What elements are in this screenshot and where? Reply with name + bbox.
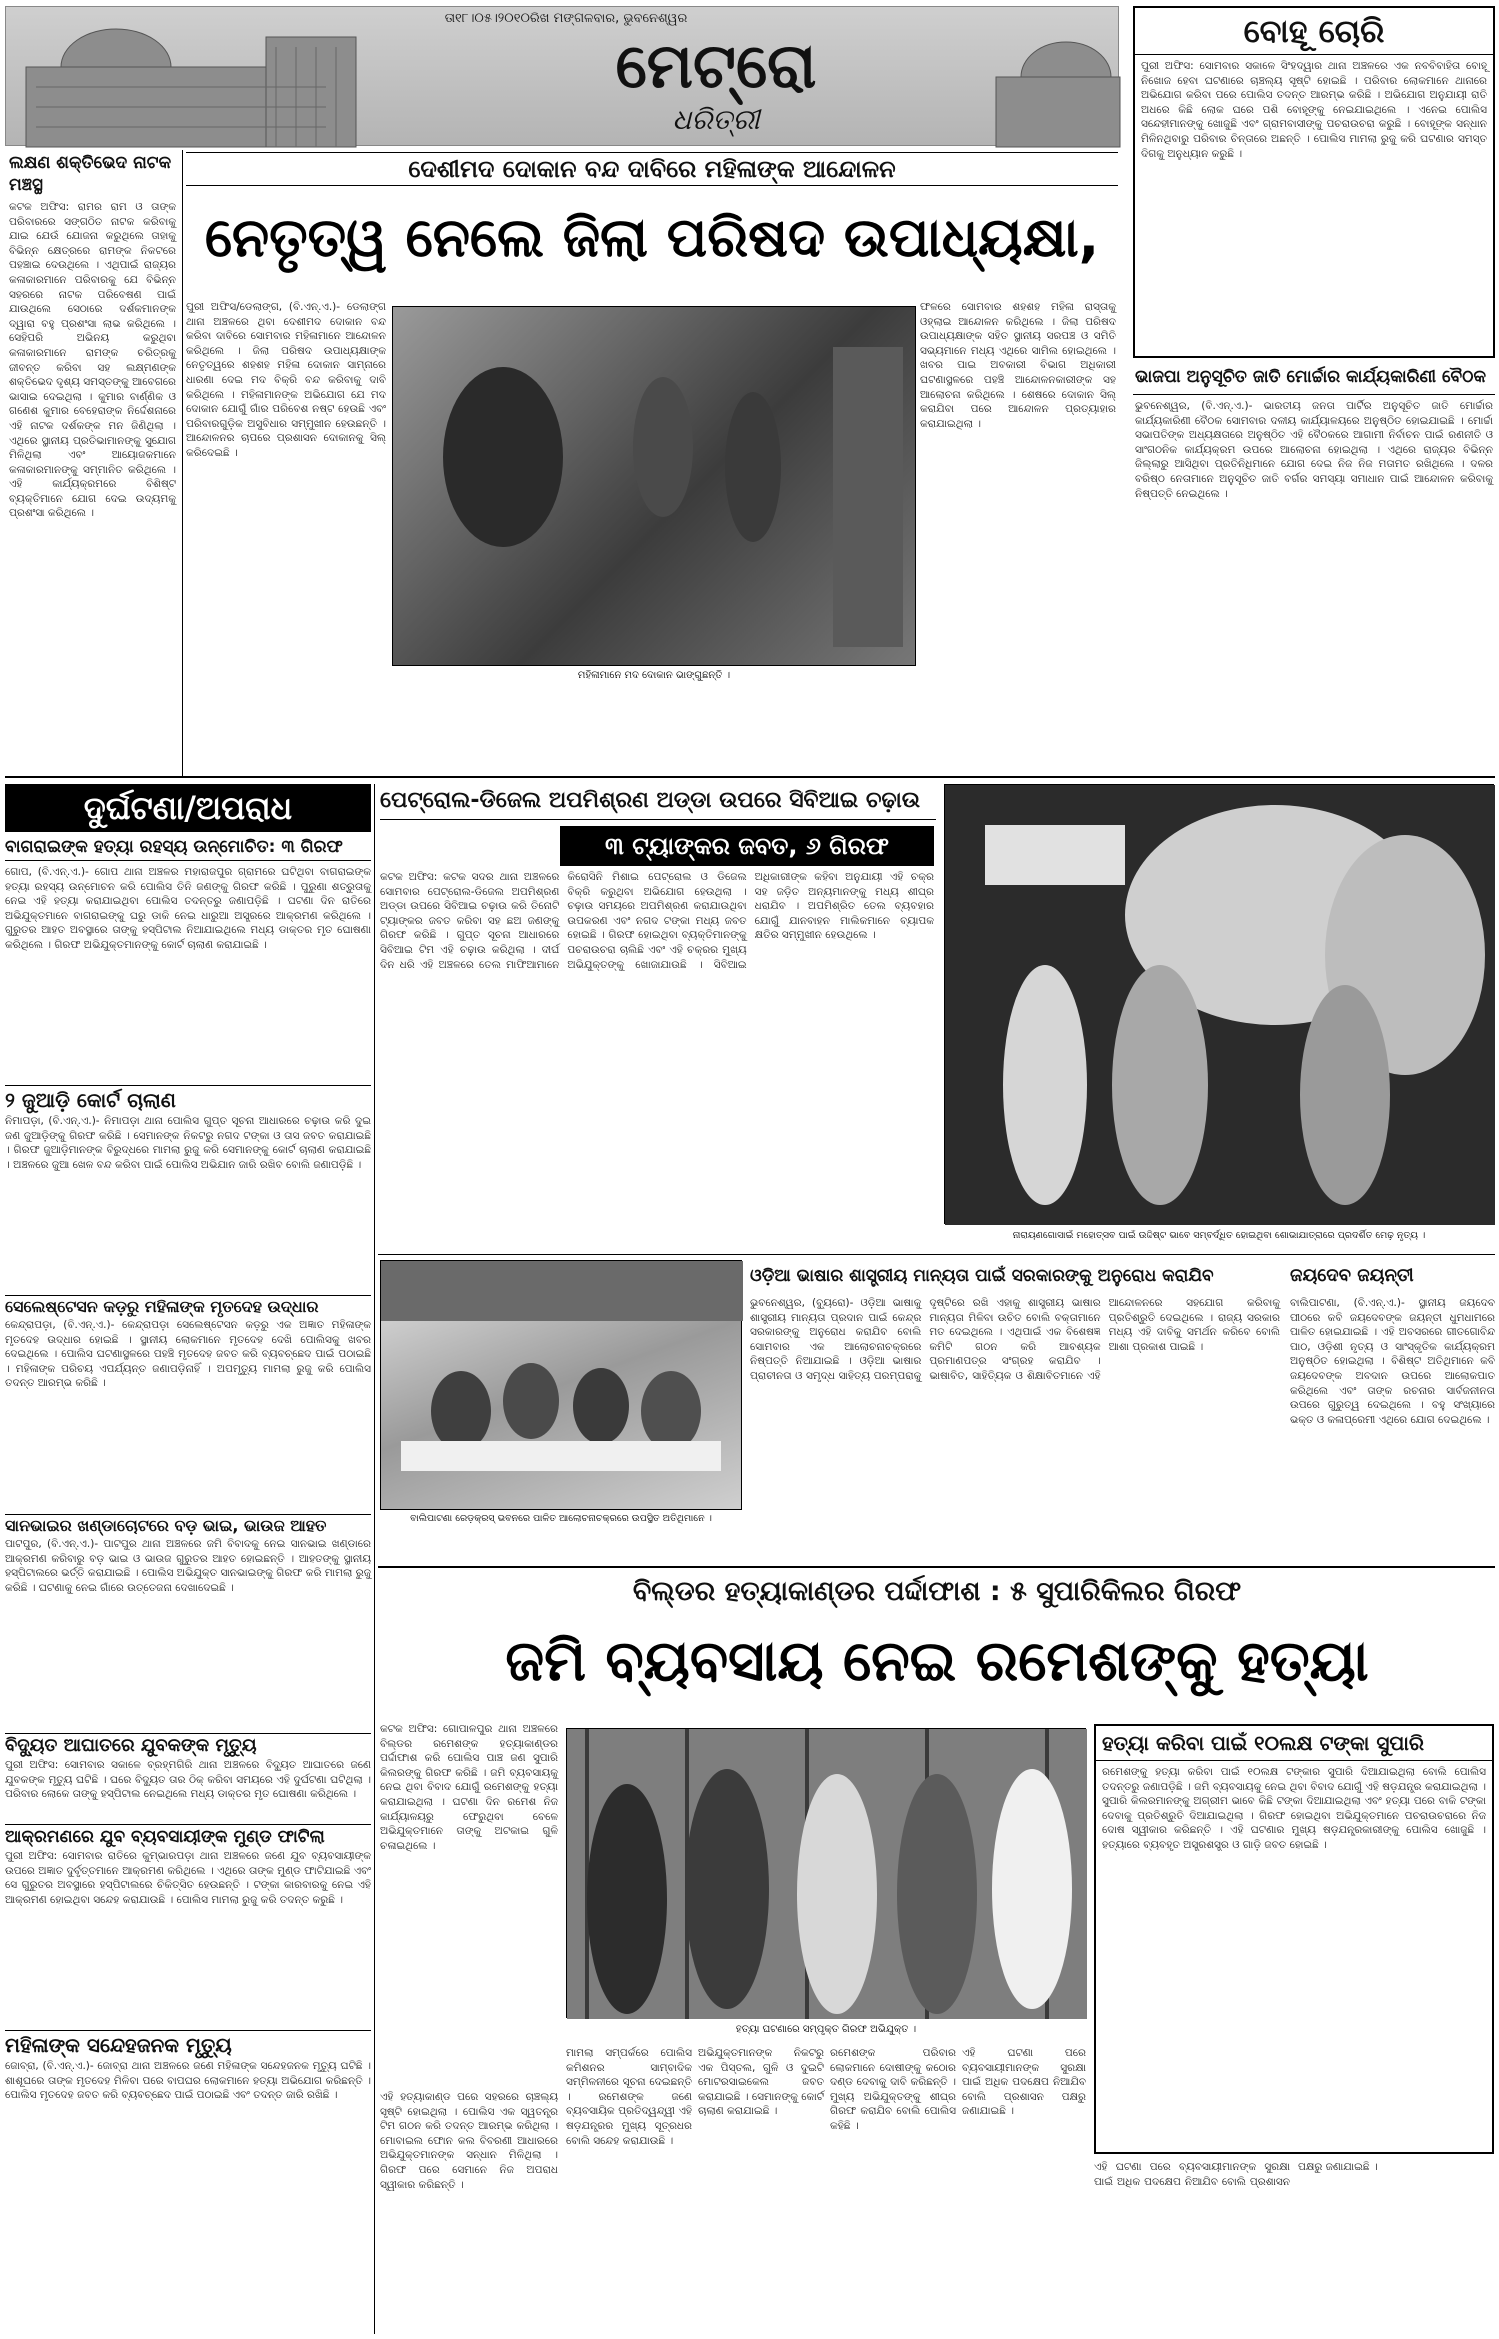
mahila-headline: ମହିଳାଙ୍କ ସନ୍ଦେହଜନକ ମୃତ୍ୟୁ (5, 2030, 371, 2059)
dateline: ତା୧୮।୦୫।୨୦୧୦ରିଖ ମଙ୍ଗଳବାର, ଭୁବନେଶ୍ୱର (444, 11, 688, 26)
murder-bottom4: ଏହି ଘଟଣା ପରେ ବ୍ୟବସାୟୀମାନଙ୍କ ସୁରକ୍ଷା ପାଇଁ ଅଧିକ ପଦକ୍ଷେପ ନିଆଯିବ ବୋଲି ପ୍ରଶାସନ ପକ୍ଷରୁ ଜଣାଯାଇଛି । (962, 2047, 1090, 2118)
jayadev-headline: ଜୟଦେବ ଜୟନ୍ତୀ (1290, 1265, 1414, 1286)
murder-headline: ଜମି ବ୍ୟବସାୟ ନେଇ ରମେଶଙ୍କୁ ହତ୍ୟା (505, 1629, 1369, 1694)
petrol-headline: ପେଟ୍ରୋଲ-ଡିଜେଲ ଅପମିଶ୍ରଣ ଅଡ୍ଡା ଉପରେ ସିବିଆଇ ଚଢ଼ାଉ (380, 784, 936, 820)
celestion-body: କେନ୍ଦ୍ରାପଡ଼ା, (ବି.ଏନ୍.ଏ.)- କେନ୍ଦ୍ରାପଡ଼ା ସେଲେଷ୍ଟେସନ କଡ଼ରୁ ଏକ ଅଜ୍ଞାତ ମହିଳାଙ୍କ ମୃତଦେହ ଉଦ୍ଧାର ହୋଇଛି । ସ୍ଥାନୀୟ ଲୋକମାନେ ମୃତଦେହ ଦେଖି ପୋଲିସକୁ ଖବର ଦେଇଥିଲେ । ପୋଲିସ ଘଟଣାସ୍ଥଳରେ ପହଞ୍ଚି ମୃତଦେହ ଜବତ କରି ବ୍ୟବଚ୍ଛେଦ ପାଇଁ ପଠାଇଛି । ମହିଳାଙ୍କ ପରିଚୟ ଏପର୍ଯ୍ୟନ୍ତ ଜଣାପଡ଼ିନାହିଁ । ଅପମୃତ୍ୟୁ ମାମଲା ରୁଜୁ କରି ପୋଲିସ ତଦନ୍ତ ଆରମ୍ଭ କରିଛି । (5, 1319, 375, 1390)
akraman-body: ପୁରୀ ଅଫିସ: ସୋମବାର ରାତିରେ କୁମ୍ଭାରପଡ଼ା ଥାନା ଅଞ୍ଚଳରେ ଜଣେ ଯୁବ ବ୍ୟବସାୟୀଙ୍କ ଉପରେ ଅଜ୍ଞାତ ଦୁର୍ବୃତ୍ତମାନେ ଆକ୍ରମଣ କରିଥିଲେ । ଏଥିରେ ତାଙ୍କ ମୁଣ୍ଡ ଫାଟିଯାଇଛି ଏବଂ ସେ ଗୁରୁତର ଅବସ୍ଥାରେ ହସ୍ପିଟାଲରେ ଚିକିତ୍ସିତ ହେଉଛନ୍ତି । ଟଙ୍କା କାରବାରକୁ ନେଇ ଏହି ଆକ୍ରମଣ ହୋଇଥିବା ସନ୍ଦେହ କରାଯାଉଛି । ପୋଲିସ ମାମଲା ରୁଜୁ କରି ତଦନ୍ତ କରୁଛି । (5, 1850, 375, 1906)
left-top-story (5, 150, 183, 778)
accused-caption: ହତ୍ୟା ଘଟଣାରେ ସମ୍ପୃକ୍ତ ଗିରଫ ଅଭିଯୁକ୍ତ । (735, 2024, 917, 2035)
odia-body: ଭୁବନେଶ୍ୱର, (ବ୍ୟୁରୋ)- ଓଡ଼ିଆ ଭାଷାକୁ ଶାସ୍ତ୍ରୀୟ ମାନ୍ୟତା ପ୍ରଦାନ ପାଇଁ କେନ୍ଦ୍ର ସରକାରଙ୍କୁ ଅନୁରୋଧ କରାଯିବ ବୋଲି ସୋମବାର ଏକ ଆଲୋଚନାଚକ୍ରରେ ନିଷ୍ପତ୍ତି ନିଆଯାଇଛି । ଓଡ଼ିଆ ଭାଷାର ପ୍ରାଚୀନତା ଓ ସମୃଦ୍ଧ ସାହିତ୍ୟ ପରମ୍ପରାକୁ ଦୃଷ୍ଟିରେ ରଖି ଏହାକୁ ଶାସ୍ତ୍ରୀୟ ଭାଷାର ମାନ୍ୟତା ମିଳିବା ଉଚିତ ବୋଲି ବକ୍ତାମାନେ ମତ ଦେଇଥିଲେ । ଏଥିପାଇଁ ଏକ ବିଶେଷଜ୍ଞ କମିଟି ଗଠନ କରି ଆବଶ୍ୟକ ପ୍ରମାଣପତ୍ର ସଂଗ୍ରହ କରାଯିବ । ଭାଷାବିତ, ସାହିତ୍ୟିକ ଓ ଶିକ୍ଷାବିତମାନେ ଏହି ଆନ୍ଦୋଳନରେ ସହଯୋଗ କରିବାକୁ ପ୍ରତିଶ୍ରୁତି ଦେଇଥିଲେ । ରାଜ୍ୟ ସରକାର ମଧ୍ୟ ଏହି ଦାବିକୁ ସମର୍ଥନ କରିବେ ବୋଲି ଆଶା ପ୍ରକାଶ ପାଇଛି । (750, 1297, 1284, 1382)
bjp-body: ଭୁବନେଶ୍ୱର, (ବି.ଏନ୍.ଏ.)- ଭାରତୀୟ ଜନତା ପାର୍ଟିର ଅନୁସୂଚିତ ଜାତି ମୋର୍ଚ୍ଚାର କାର୍ଯ୍ୟକାରିଣୀ ବୈଠକ ସୋମବାର ଦଳୀୟ କାର୍ଯ୍ୟାଳୟରେ ଅନୁଷ୍ଠିତ ହୋଇଯାଇଛି । ମୋର୍ଚ୍ଚା ସଭାପତିଙ୍କ ଅଧ୍ୟକ୍ଷତାରେ ଅନୁଷ୍ଠିତ ଏହି ବୈଠକରେ ଆଗାମୀ ନିର୍ବାଚନ ପାଇଁ ରଣନୀତି ଓ ସାଂଗଠନିକ କାର୍ଯ୍ୟକ୍ରମ ଉପରେ ଆଲୋଚନା ହୋଇଥିଲା । ଏଥିରେ ରାଜ୍ୟର ବିଭିନ୍ନ ଜିଲ୍ଲାରୁ ଆସିଥିବା ପ୍ରତିନିଧିମାନେ ଯୋଗ ଦେଇ ନିଜ ନିଜ ମତାମତ ରଖିଥିଲେ । ଦଳର ବରିଷ୍ଠ ନେତାମାନେ ଅନୁସୂଚିତ ଜାତି ବର୍ଗର ସମସ୍ୟା ସମାଧାନ ପାଇଁ ଆନ୍ଦୋଳନ କରିବାକୁ ନିଷ୍ପତ୍ତି ନେଇଥିଲେ । (1135, 400, 1497, 500)
accused-photo (566, 1728, 1086, 2018)
murder-bottom3: ରମେଶଙ୍କ ପରିବାର ଲୋକମାନେ ଦୋଷୀଙ୍କୁ କଠୋର ଦଣ୍ଡ ଦେବାକୁ ଦାବି କରିଛନ୍ତି । ମୁଖ୍ୟ ଅଭିଯୁକ୍ତଙ୍କୁ ଶୀଘ୍ର ଗିରଫ କରାଯିବ ବୋଲି ପୋଲିସ କହିଛି । (830, 2047, 960, 2132)
akraman-headline: ଆକ୍ରମଣରେ ଯୁବ ବ୍ୟବସାୟୀଙ୍କ ମୁଣ୍ଡ ଫାଟିଲା (5, 1824, 371, 1849)
sanbhai-headline: ସାନଭାଇର ଖଣ୍ଡାଚୋଟରେ ବଡ଼ ଭାଇ, ଭାଉଜ ଆହତ (5, 1514, 371, 1537)
rule-murder-top (378, 1566, 1495, 1568)
supari-story (1094, 1724, 1494, 2154)
right-top-headline: ବୋହୂ ଚୋରି (1135, 8, 1493, 55)
masthead-title: ମେଟ୍ରୋ (615, 29, 817, 102)
left-top-body: କଟକ ଅଫିସ: ରାମର ରାମ ଓ ତାଙ୍କ ପରିବାରରେ ସଙ୍ଗଠିତ ନାଟକ କରିବାକୁ ଯାଇ ଯେଉଁ ଯୋଜନା କରୁଥିଲେ ତାହାକୁ ବିଭିନ୍ନ କ୍ଷେତ୍ରରେ ରାମଙ୍କ ନିକଟରେ ପହଞ୍ଚାଇ ଦେଉଥିଲେ । ଏଥିପାଇଁ ରାଜ୍ୟର କଳାକାରମାନେ ପରିବାରକୁ ଯେ ବିଭିନ୍ନ ସହରରେ ନାଟକ ପରିବେଷଣ ପାଇଁ ଯାଉଥିଲେ ସେଠାରେ ଦର୍ଶକମାନଙ୍କ ଦ୍ୱାରା ବହୁ ପ୍ରଶଂସା ଲାଭ କରିଥିଲେ । ସେହିପରି ଅଭିନୟ କରୁଥିବା କଳାକାରମାନେ ରାମଙ୍କ ଚରିତ୍ରକୁ ଜୀବନ୍ତ କରିବା ସହ ଲକ୍ଷ୍ମଣଙ୍କ ଶକ୍ତିଭେଦ ଦୃଶ୍ୟ ସମସ୍ତଙ୍କୁ ଆବେଗରେ ଭାସାଇ ଦେଇଥିଲା । କୁମାର ବାର୍ଣ୍ଣିକ ଓ ଗଣେଶ କୁମାର ବେହେରାଙ୍କ ନିର୍ଦ୍ଦେଶନାରେ ଏହି ନାଟକ ଦର୍ଶକଙ୍କ ମନ ଜିଣିଥିଲା । ଏଥିରେ ସ୍ଥାନୀୟ ପ୍ରତିଭାମାନଙ୍କୁ ସୁଯୋଗ ମିଳିଥିଲା ଏବଂ ଆୟୋଜକମାନେ କଳାକାରମାନଙ୍କୁ ସମ୍ମାନିତ କରିଥିଲେ । ଏହି କାର୍ଯ୍ୟକ୍ରମରେ ବିଶିଷ୍ଟ ବ୍ୟକ୍ତିମାନେ ଯୋଗ ଦେଇ ଉଦ୍ୟମକୁ ପ୍ରଶଂସା କରିଥିଲେ । (9, 201, 180, 520)
meeting-figures (381, 1261, 743, 1511)
bidyut-headline: ବିଦ୍ୟୁତ ଆଘାତରେ ଯୁବକଙ୍କ ମୃତ୍ୟୁ (5, 1733, 371, 1758)
procession-caption: ନାରାୟଣଗୋସାଇଁ ମହୋତ୍ସବ ପାଇଁ ଉଦ୍ଦିଷ୍ଟ ଭାବେ ସମ୍ବର୍ଦ୍ଧିତ ହୋଇଥିବା ଶୋଭାଯାତ୍ରାରେ ପ୍ରଦର୍ଶିତ ମେଢ଼ ନୃତ୍ୟ । (1012, 1230, 1426, 1241)
right-top-story (1133, 6, 1495, 358)
bjp-headline: ଭାଜପା ଅନୁସୂଚିତ ଜାତି ମୋର୍ଚ୍ଚାର କାର୍ଯ୍ୟକାରିଣୀ ବୈଠକ (1133, 364, 1495, 395)
bjp-story (1133, 364, 1495, 774)
lead-kicker: ଦେଶୀମଦ ଦୋକାନ ବନ୍ଦ ଦାବିରେ ମହିଳାଙ୍କ ଆନ୍ଦୋଳନ (186, 152, 1118, 186)
odia-headline: ଓଡ଼ିଆ ଭାଷାର ଶାସ୍ତ୍ରୀୟ ମାନ୍ୟତା ପାଇଁ ସରକାରଙ୍କୁ ଅନୁରୋଧ କରାଯିବ (750, 1266, 1214, 1286)
murder-kicker: ବିଲ୍ଡର ହତ୍ୟାକାଣ୍ଡର ପର୍ଦ୍ଦାଫାଶ : ୫ ସୁପାରିକିଲର ଗିରଫ (632, 1576, 1242, 1607)
supari-continued: ଏହି ଘଟଣା ପରେ ବ୍ୟବସାୟୀମାନଙ୍କ ସୁରକ୍ଷା ପାଇଁ ଅଧିକ ପଦକ୍ଷେପ ନିଆଯିବ ବୋଲି ପ୍ରଶାସନ ପକ୍ଷରୁ ଜଣାଯାଇଛି । (1094, 2161, 1378, 2188)
juadi-body: ନିମାପଡ଼ା, (ବି.ଏନ୍.ଏ.)- ନିମାପଡ଼ା ଥାନା ପୋଲିସ ଗୁପ୍ତ ସୂଚନା ଆଧାରରେ ଚଢ଼ାଉ କରି ଦୁଇ ଜଣ ଜୁଆଡ଼ିଙ୍କୁ ଗିରଫ କରିଛି । ସେମାନଙ୍କ ନିକଟରୁ ନଗଦ ଟଙ୍କା ଓ ତାସ ଜବତ କରାଯାଇଛି । ଗିରଫ ଜୁଆଡ଼ିମାନଙ୍କ ବିରୁଦ୍ଧରେ ମାମଲା ରୁଜୁ କରି ସେମାନଙ୍କୁ କୋର୍ଟ ଚାଲାଣ କରାଯାଇଛି । ଅଞ୍ଚଳରେ ଜୁଆ ଖେଳ ବନ୍ଦ କରିବା ପାଇଁ ପୋଲିସ ଅଭିଯାନ ଜାରି ରଖିବ ବୋଲି ଜଣାପଡ଼ିଛି । (5, 1115, 375, 1171)
petrol-subhead: ୩ ଟ୍ୟାଙ୍କର ଜବତ, ୬ ଗିରଫ (560, 826, 934, 866)
murder-bottom1: ମାମଲା ସମ୍ପର୍କରେ ପୋଲିସ କମିଶନର ସାମ୍ବାଦିକ ସମ୍ମିଳନୀରେ ସୂଚନା ଦେଇଛନ୍ତି । ରମେଶଙ୍କ ଜଣେ ବ୍ୟବସାୟିକ ପ୍ରତିଦ୍ୱନ୍ଦ୍ୱୀ ଏହି ଷଡ଼ଯନ୍ତ୍ରର ମୁଖ୍ୟ ସୂତ୍ରଧର ବୋଲି ସନ୍ଦେହ କରାଯାଉଛି । (566, 2047, 696, 2147)
crime-column (5, 836, 375, 2336)
rule-crime-column (374, 784, 375, 2334)
murder-col1: କଟକ ଅଫିସ: ଗୋପାଳପୁର ଥାନା ଅଞ୍ଚଳରେ ବିଲ୍ଡର ରମେଶଙ୍କ ହତ୍ୟାକାଣ୍ଡର ପର୍ଦ୍ଦାଫାଶ କରି ପୋଲିସ ପାଞ୍ଚ ଜଣ ସୁପାରି କିଲରଙ୍କୁ ଗିରଫ କରିଛି । ଜମି ବ୍ୟବସାୟକୁ ନେଇ ଥିବା ବିବାଦ ଯୋଗୁଁ ରମେଶଙ୍କୁ ହତ୍ୟା କରାଯାଇଥିଲା । ଘଟଣା ଦିନ ରମେଶ ନିଜ କାର୍ଯ୍ୟାଳୟରୁ ଫେରୁଥିବା ବେଳେ ଅଭିଯୁକ୍ତମାନେ ତାଙ୍କୁ ଅଟକାଇ ଗୁଳି ଚଳାଇଥିଲେ । (380, 1723, 562, 1852)
juadi-headline: ୨ ଜୁଆଡ଼ି କୋର୍ଟ ଚାଲାଣ (5, 1085, 371, 1114)
mahila-body: ଜୋବ୍ରା, (ବି.ଏନ୍.ଏ.)- ଜୋବ୍ରା ଥାନା ଅଞ୍ଚଳରେ ଜଣେ ମହିଳାଙ୍କ ସନ୍ଦେହଜନକ ମୃତ୍ୟୁ ଘଟିଛି । ଶାଶୂଘରେ ତାଙ୍କ ମୃତଦେହ ମିଳିବା ପରେ ବାପଘର ଲୋକମାନେ ହତ୍ୟା ଅଭିଯୋଗ କରିଛନ୍ତି । ପୋଲିସ ମୃତଦେହ ଜବତ କରି ବ୍ୟବଚ୍ଛେଦ ପାଇଁ ପଠାଇଛି ଏବଂ ତଦନ୍ତ ଜାରି ରଖିଛି । (5, 2060, 375, 2102)
procession-photo (944, 784, 1494, 1224)
rule-upper (5, 776, 1495, 778)
murder-bottom2: ଅଭିଯୁକ୍ତମାନଙ୍କ ନିକଟରୁ ଏକ ପିସ୍ତଲ, ଗୁଳି ଓ ଦୁଇଟି ମୋଟରସାଇକେଲ ଜବତ କରାଯାଇଛି । ସେମାନଙ୍କୁ କୋର୍ଟ ଚାଲାଣ କରାଯାଇଛି । (698, 2047, 828, 2118)
right-top-body: ପୁରୀ ଅଫିସ: ସୋମବାର ସକାଳେ ସିଂହଦ୍ୱାର ଥାନା ଅଞ୍ଚଳରେ ଏକ ନବବିବାହିତା ବୋହୂ ନିଖୋଜ ହେବା ଘଟଣାରେ ଚାଞ୍ଚଲ୍ୟ ସୃଷ୍ଟି ହୋଇଛି । ପରିବାର ଲୋକମାନେ ଥାନାରେ ଅଭିଯୋଗ କରିବା ପରେ ପୋଲିସ ତଦନ୍ତ ଆରମ୍ଭ କରିଛି । ଅଭିଯୋଗ ଅନୁଯାୟୀ ରାତି ଅଧରେ କିଛି ଲୋକ ଘରେ ପଶି ବୋହୂଙ୍କୁ ନେଇଯାଇଥିଲେ । ଏନେଇ ପୋଲିସ ସନ୍ଦେହୀମାନଙ୍କୁ ଖୋଜୁଛି ଏବଂ ଗ୍ରାମବାସୀଙ୍କୁ ପଚରାଉଚରା କରୁଛି । ବୋହୂଙ୍କ ସନ୍ଧାନ ମିଳିନଥିବାରୁ ପରିବାର ଚିନ୍ତାରେ ଅଛନ୍ତି । ପୋଲିସ ମାମଲା ରୁଜୁ କରି ଘଟଣାର ସମସ୍ତ ଦିଗକୁ ଅନୁଧ୍ୟାନ କରୁଛି । (1141, 60, 1491, 160)
meeting-photo (380, 1260, 742, 1510)
lead-col2: ଫଳରେ ସୋମବାର ଶହଶହ ମହିଳା ରାସ୍ତାକୁ ଓହ୍ଲାଇ ଆନ୍ଦୋଳନ କରିଥିଲେ । ଜିଲା ପରିଷଦ ଉପାଧ୍ୟକ୍ଷାଙ୍କ ସହିତ ସ୍ଥାନୀୟ ସରପଞ୍ଚ ଓ ସମିତି ସଭ୍ୟମାନେ ମଧ୍ୟ ଏଥିରେ ସାମିଲ ହୋଇଥିଲେ । ଖବର ପାଇ ଅବକାରୀ ବିଭାଗ ଅଧିକାରୀ ଘଟଣାସ୍ଥଳରେ ପହଞ୍ଚି ଆନ୍ଦୋଳନକାରୀଙ୍କ ସହ ଆଲୋଚନା କରିଥିଲେ । ଶେଷରେ ଦୋକାନ ସିଲ୍ କରାଯିବା ପରେ ଆନ୍ଦୋଳନ ପ୍ରତ୍ୟାହାର କରାଯାଇଥିଲା । (920, 301, 1120, 430)
crime-section-label: ଦୁର୍ଘଟଣା/ଅପରାଧ (5, 784, 371, 832)
jayadev-body: ବାଲିପାଟଣା, (ବି.ଏନ୍.ଏ.)- ସ୍ଥାନୀୟ ଜୟଦେବ ପୀଠରେ କବି ଜୟଦେବଙ୍କ ଜୟନ୍ତୀ ଧୁମଧାମରେ ପାଳିତ ହୋଇଯାଇଛି । ଏହି ଅବସରରେ ଗୀତଗୋବିନ୍ଦ ପାଠ, ଓଡ଼ିଶୀ ନୃତ୍ୟ ଓ ସାଂସ୍କୃତିକ କାର୍ଯ୍ୟକ୍ରମ ଅନୁଷ୍ଠିତ ହୋଇଥିଲା । ବିଶିଷ୍ଟ ଅତିଥିମାନେ କବି ଜୟଦେବଙ୍କ ଅବଦାନ ଉପରେ ଆଲୋକପାତ କରିଥିଲେ ଏବଂ ତାଙ୍କ ରଚନାର ସାର୍ବଜନୀନତା ଉପରେ ଗୁରୁତ୍ୱ ଦେଇଥିଲେ । ବହୁ ସଂଖ୍ୟାରେ ଭକ୍ତ ଓ କଳାପ୍ରେମୀ ଏଥିରେ ଯୋଗ ଦେଇଥିଲେ । (1290, 1297, 1499, 1426)
petrol-body: କଟକ ଅଫିସ: କଟକ ସଦର ଥାନା ଅଞ୍ଚଳରେ ସୋମବାର ପେଟ୍ରୋଲ-ଡିଜେଲ ଅପମିଶ୍ରଣ ଅଡ୍ଡା ଉପରେ ସିବିଆଇ ଚଢ଼ାଉ କରି ତିନୋଟି ଟ୍ୟାଙ୍କର ଜବତ କରିବା ସହ ଛଅ ଜଣଙ୍କୁ ଗିରଫ କରିଛି । ଗୁପ୍ତ ସୂଚନା ଆଧାରରେ ସିବିଆଇ ଟିମ ଏହି ଚଢ଼ାଉ କରିଥିଲା । ଦୀର୍ଘ ଦିନ ଧରି ଏହି ଅଞ୍ଚଳରେ ତେଲ ମାଫିଆମାନେ କିରୋସିନି ମିଶାଇ ପେଟ୍ରୋଲ ଓ ଡିଜେଲ ବିକ୍ରି କରୁଥିବା ଅଭିଯୋଗ ହେଉଥିଲା । ଚଢ଼ାଉ ସମୟରେ ଅପମିଶ୍ରଣ କରାଯାଉଥିବା ଉପକରଣ ଏବଂ ନଗଦ ଟଙ୍କା ମଧ୍ୟ ଜବତ ହୋଇଛି । ଗିରଫ ହୋଇଥିବା ବ୍ୟକ୍ତିମାନଙ୍କୁ ପଚରାଉଚରା ଚାଲିଛି ଏବଂ ଏହି ଚକ୍ରର ମୁଖ୍ୟ ଅଭିଯୁକ୍ତଙ୍କୁ ଖୋଜାଯାଉଛି । ସିବିଆଇ ଅଧିକାରୀଙ୍କ କହିବା ଅନୁଯାୟୀ ଏହି ଚକ୍ର ସହ ଜଡ଼ିତ ଅନ୍ୟମାନଙ୍କୁ ମଧ୍ୟ ଶୀଘ୍ର ଧରାଯିବ । ଅପମିଶ୍ରିତ ତେଲ ବ୍ୟବହାର ଯୋଗୁଁ ଯାନବାହନ ମାଲିକମାନେ ବ୍ୟାପକ କ୍ଷତିର ସମ୍ମୁଖୀନ ହେଉଥିଲେ । (380, 871, 938, 971)
supari-headline: ହତ୍ୟା କରିବା ପାଇଁ ୧୦ଲକ୍ଷ ଟଙ୍କା ସୁପାରି (1096, 1726, 1492, 1761)
lead-photo (392, 306, 916, 666)
meeting-caption: ବାଲିପାଟଣା ରେଡ଼କ୍ରସ୍ ଭବନରେ ପାଳିତ ଆଲୋଚନାଚକ୍ରରେ ଉପସ୍ଥିତ ଅତିଥିମାନେ । (410, 1513, 712, 1524)
lead-col1: ପୁରୀ ଅଫିସ/ଡେଲାଙ୍ଗ, (ବି.ଏନ୍.ଏ.)- ଡେଲାଙ୍ଗ ଥାନା ଅଞ୍ଚଳରେ ଥିବା ଦେଶୀମଦ ଦୋକାନ ବନ୍ଦ କରିବା ଦାବିରେ ସୋମବାର ମହିଳାମାନେ ଆନ୍ଦୋଳନ କରିଥିଲେ । ଜିଲା ପରିଷଦ ଉପାଧ୍ୟକ୍ଷାଙ୍କ ନେତୃତ୍ୱରେ ଶହଶହ ମହିଳା ଦୋକାନ ସାମ୍ନାରେ ଧାରଣା ଦେଇ ମଦ ବିକ୍ରି ବନ୍ଦ କରିବାକୁ ଦାବି କରିଥିଲେ । ମହିଳାମାନଙ୍କ ଅଭିଯୋଗ ଯେ ମଦ ଦୋକାନ ଯୋଗୁଁ ଗାଁର ପରିବେଶ ନଷ୍ଟ ହେଉଛି ଏବଂ ପରିବାରଗୁଡ଼ିକ ଅସୁବିଧାର ସମ୍ମୁଖୀନ ହେଉଛନ୍ତି । ଆନ୍ଦୋଳନର ଚାପରେ ପ୍ରଶାସନ ଦୋକାନକୁ ସିଲ୍ କରିଦେଇଛି । (186, 301, 390, 459)
lead-headline: ନେତୃତ୍ୱ ନେଲେ ଜିଲା ପରିଷଦ ଉପାଧ୍ୟକ୍ଷା, (204, 206, 1100, 269)
supari-body: ରମେଶଙ୍କୁ ହତ୍ୟା କରିବା ପାଇଁ ୧୦ଲକ୍ଷ ଟଙ୍କାର ସୁପାରି ଦିଆଯାଇଥିଲା ବୋଲି ପୋଲିସ ତଦନ୍ତରୁ ଜଣାପଡ଼ିଛି । ଜମି ବ୍ୟବସାୟକୁ ନେଇ ଥିବା ବିବାଦ ଯୋଗୁଁ ଏହି ଷଡ଼ଯନ୍ତ୍ର କରାଯାଇଥିଲା । ସୁପାରି କିଲରମାନଙ୍କୁ ଅଗ୍ରୀମ ଭାବେ କିଛି ଟଙ୍କା ଦିଆଯାଇଥିଲା ଏବଂ ହତ୍ୟା ପରେ ବାକି ଟଙ୍କା ଦେବାକୁ ପ୍ରତିଶ୍ରୁତି ଦିଆଯାଇଥିଲା । ଗିରଫ ହୋଇଥିବା ଅଭିଯୁକ୍ତମାନେ ପଚରାଉଚରାରେ ନିଜ ଦୋଷ ସ୍ୱୀକାର କରିଛନ୍ତି । ଏହି ଘଟଣାର ମୁଖ୍ୟ ଷଡ଼ଯନ୍ତ୍ରକାରୀଙ୍କୁ ପୋଲିସ ଖୋଜୁଛି । ହତ୍ୟାରେ ବ୍ୟବହୃତ ଅସ୍ତ୍ରଶସ୍ତ୍ର ଓ ଗାଡ଼ି ଜବତ ହୋଇଛି । (1102, 1766, 1490, 1851)
celestion-headline: ସେଲେଷ୍ଟେସନ କଡ଼ରୁ ମହିଳାଙ୍କ ମୃତଦେହ ଉଦ୍ଧାର (5, 1295, 371, 1318)
bidyut-body: ପୁରୀ ଅଫିସ: ସୋମବାର ସକାଳେ ବ୍ରହ୍ମଗିରି ଥାନା ଅଞ୍ଚଳରେ ବିଦ୍ୟୁତ ଆଘାତରେ ଜଣେ ଯୁବକଙ୍କ ମୃତ୍ୟୁ ଘଟିଛି । ଘରେ ବିଦ୍ୟୁତ ତାର ଠିକ୍ କରିବା ସମୟରେ ଏହି ଦୁର୍ଘଟଣା ଘଟିଥିଲା । ପରିବାର ଲୋକେ ତାଙ୍କୁ ହସ୍ପିଟାଲ ନେଇଥିଲେ ମଧ୍ୟ ଡାକ୍ତର ମୃତ ଘୋଷଣା କରିଥିଲେ । (5, 1759, 375, 1801)
bagarai-body: ଗୋପ, (ବି.ଏନ୍.ଏ.)- ଗୋପ ଥାନା ଅଞ୍ଚଳର ମହାରାଜପୁର ଗ୍ରାମରେ ଘଟିଥିବା ବାଗରାଇଙ୍କ ହତ୍ୟା ରହସ୍ୟ ଉନ୍ମୋଚନ କରି ପୋଲିସ ତିନି ଜଣଙ୍କୁ ଗିରଫ କରିଛି । ପୁରୁଣା ଶତ୍ରୁତାକୁ ନେଇ ଏହି ହତ୍ୟା କରାଯାଇଥିବା ପୋଲିସ ତଦନ୍ତରୁ ଜଣାପଡ଼ିଛି । ଘଟଣା ଦିନ ରାତିରେ ଅଭିଯୁକ୍ତମାନେ ବାଗରାଇଙ୍କୁ ଘରୁ ଡାକି ନେଇ ଧାରୁଆ ଅସ୍ତ୍ରରେ ଆକ୍ରମଣ କରିଥିଲେ । ଗୁରୁତର ଆହତ ଅବସ୍ଥାରେ ତାଙ୍କୁ ହସ୍ପିଟାଲ ନିଆଯାଇଥିଲେ ମଧ୍ୟ ଡାକ୍ତର ମୃତ ଘୋଷଣା କରିଥିଲେ । ଗିରଫ ଅଭିଯୁକ୍ତମାନଙ୍କୁ କୋର୍ଟ ଚାଲାଣ କରାଯାଇଛି । (5, 866, 375, 951)
left-top-headline: ଲକ୍ଷଣ ଶକ୍ତିଭେଦ ନାଟକ ମଞ୍ଚସ୍ଥ (9, 153, 172, 195)
procession-figures (945, 785, 1495, 1225)
lead-photo-silhouettes (393, 307, 917, 667)
bagarai-headline: ବାଗରାଇଙ୍କ ହତ୍ୟା ରହସ୍ୟ ଉନ୍ମୋଚିତ: ୩ ଗିରଫ (5, 836, 371, 861)
rule-middle (378, 1254, 1495, 1255)
accused-figures (567, 1729, 1087, 2019)
lead-photo-caption: ମହିଳାମାନେ ମଦ ଦୋକାନ ଭାଙ୍ଗୁଛନ୍ତି । (577, 670, 731, 681)
masthead-subtitle: ଧରିତ୍ରୀ (672, 103, 760, 136)
murder-col2: ଏହି ହତ୍ୟାକାଣ୍ଡ ପରେ ସହରରେ ଚାଞ୍ଚଲ୍ୟ ସୃଷ୍ଟି ହୋଇଥିଲା । ପୋଲିସ ଏକ ସ୍ୱତନ୍ତ୍ର ଟିମ ଗଠନ କରି ତଦନ୍ତ ଆରମ୍ଭ କରିଥିଲା । ମୋବାଇଲ ଫୋନ କଲ ବିବରଣୀ ଆଧାରରେ ଅଭିଯୁକ୍ତମାନଙ୍କ ସନ୍ଧାନ ମିଳିଥିଲା । ଗିରଫ ପରେ ସେମାନେ ନିଜ ଅପରାଧ ସ୍ୱୀକାର କରିଛନ୍ତି । (380, 2091, 562, 2191)
masthead (5, 6, 1119, 146)
sanbhai-body: ପାଟପୁର, (ବି.ଏନ୍.ଏ.)- ପାଟପୁର ଥାନା ଅଞ୍ଚଳରେ ଜମି ବିବାଦକୁ ନେଇ ସାନଭାଇ ଖଣ୍ଡାରେ ଆକ୍ରମଣ କରିବାରୁ ବଡ଼ ଭାଇ ଓ ଭାଉଜ ଗୁରୁତର ଆହତ ହୋଇଛନ୍ତି । ଆହତଙ୍କୁ ସ୍ଥାନୀୟ ହସ୍ପିଟାଲରେ ଭର୍ତ୍ତି କରାଯାଇଛି । ପୋଲିସ ଅଭିଯୁକ୍ତ ସାନଭାଇଙ୍କୁ ଗିରଫ କରି ମାମଲା ରୁଜୁ କରିଛି । ଘଟଣାକୁ ନେଇ ଗାଁରେ ଉତ୍ତେଜନା ଦେଖାଦେଇଛି । (5, 1538, 375, 1594)
